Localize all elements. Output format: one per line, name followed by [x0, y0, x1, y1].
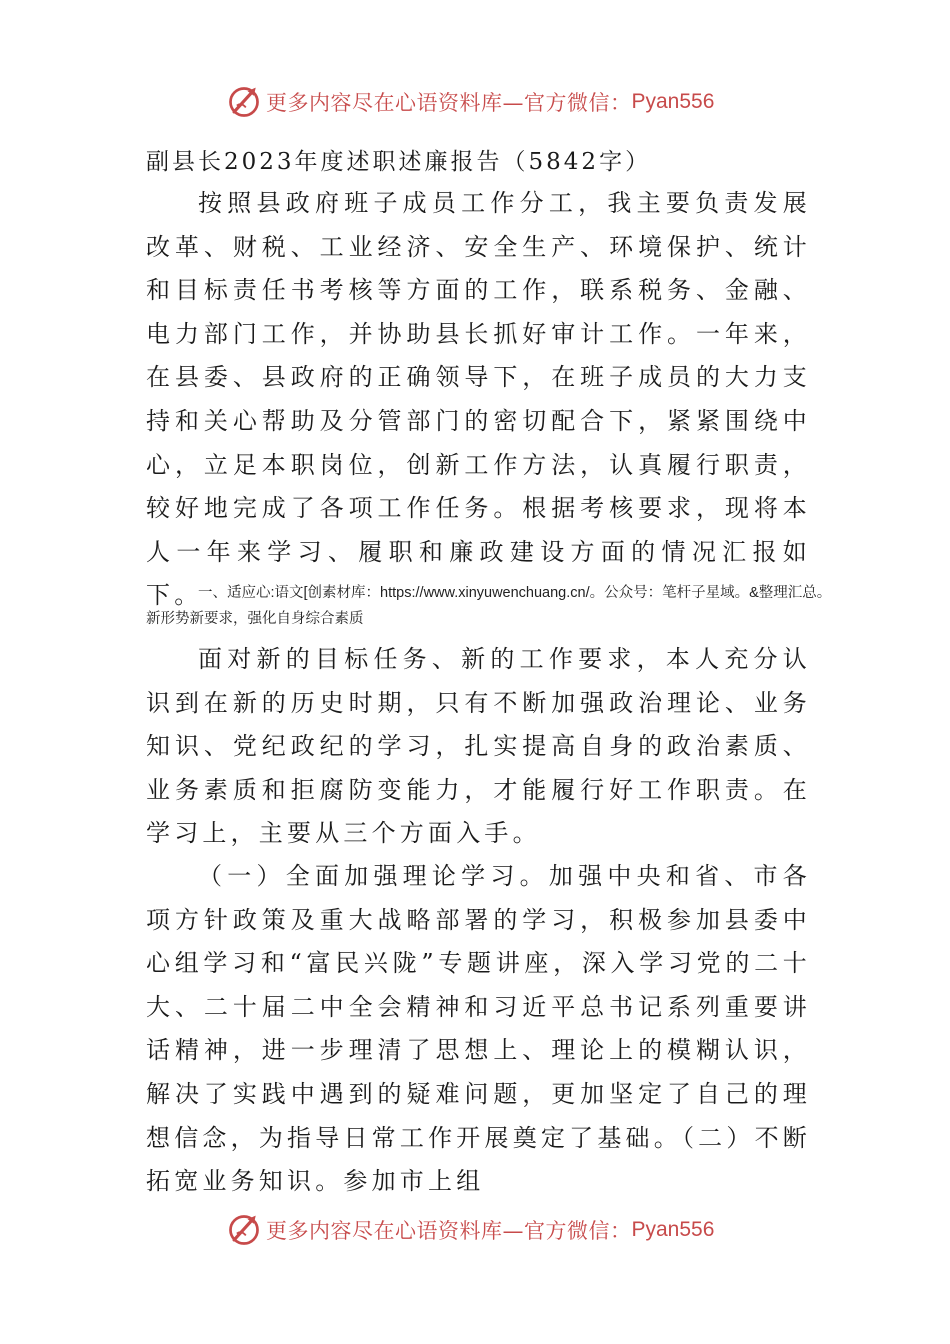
- paragraph-learning: 面对新的目标任务、新的工作要求，本人充分认识到在新的历史时期，只有不断加强政治理论、业务知识、党纪政纪的学习，扎实提高自身的政治素质、业务素质和拒腐防变能力，才能履行好工作职责。在学习上，主要从三个方面入手。: [146, 645, 811, 848]
- header-watermark-banner: [226, 82, 746, 122]
- banner-text: 更多内容尽在心语资料库—官方微信：: [266, 91, 632, 115]
- wechat-handle: Pyan556: [631, 90, 715, 113]
- section-heading: 一、适应心:语文[创素材库：https://www.xinyuwenchuang.cn/。公众号：笔杆子星域。&整理汇总。新形势新要求，强化自身综合素质: [146, 585, 832, 627]
- footer-watermark-banner: [226, 1210, 746, 1250]
- pen-circle-logo-icon: [226, 1212, 262, 1248]
- banner-text: 更多内容尽在心语资料库—官方微信：: [266, 1219, 632, 1243]
- pen-circle-logo-icon: [226, 84, 262, 120]
- wechat-handle: Pyan556: [631, 1218, 715, 1241]
- document-title: 副县长2023年度述职述廉报告（5842字）: [146, 149, 652, 175]
- paragraph-intro: 按照县政府班子成员工作分工，我主要负责发展改革、财税、工业经济、安全生产、环境保护、统计和目标责任书考核等方面的工作，联系税务、金融、电力部门工作，并协助县长抓好审计工作。一年来，在县委、县政府的正确领导下，在班子成员的大力支持和关心帮助及分管部门的密切配合下，紧紧围绕中心，立足本职岗位，创新工作方法，认真履行职责，较好地完成了各项工作任务。根据考核要求，现将本人一年来学习、履职和廉政建设方面的情况汇报如下。: [146, 189, 811, 610]
- paragraph-theory-study: （一）全面加强理论学习。加强中央和省、市各项方针政策及重大战略部署的学习，积极参加县委中心组学习和“富民兴陇”专题讲座，深入学习党的二十大、二十届二中全会精神和习近平总书记系列重要讲话精神，进一步理清了思想上、理论上的模糊认识，解决了实践中遇到的疑难问题，更加坚定了自己的理想信念，为指导日常工作开展奠定了基础。（二）不断拓宽业务知识。参加市上组: [146, 862, 811, 1196]
